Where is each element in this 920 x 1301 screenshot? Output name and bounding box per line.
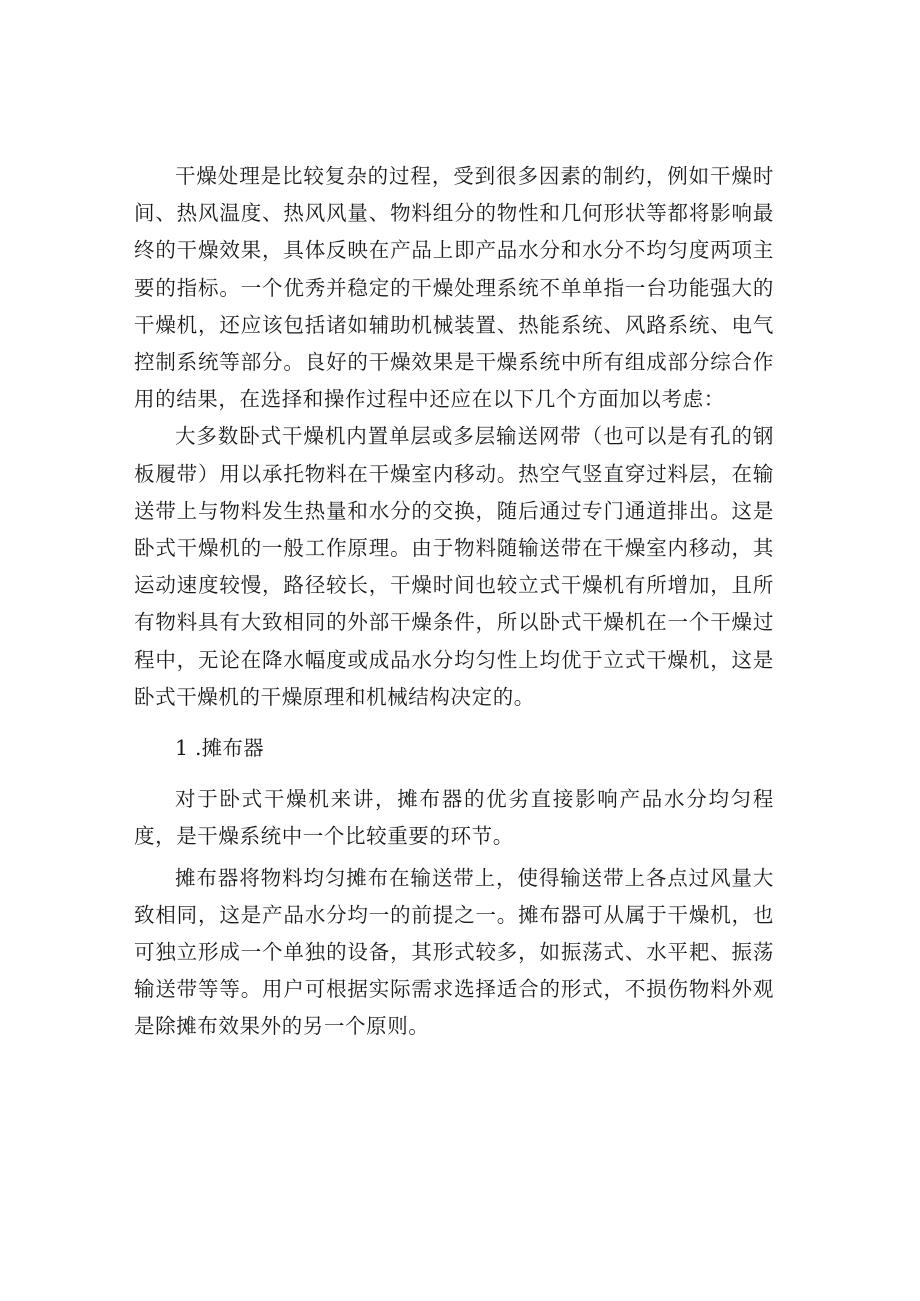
paragraph-drying-overview: 干燥处理是比较复杂的过程，受到很多因素的制约，例如干燥时间、热风温度、热风风量、物料组分的物性和几何形状等都将影响最终的干燥效果，具体反映在产品上即产品水分和水分不均匀度两项主要的指标。一个优秀并稳定的干燥处理系统不单单指一台功能强大的干燥机，还应该包括诸如辅助机械装置、热能系统、风路系统、电气控制系统等部分。良好的干燥效果是干燥系统中所有组成部分综合作用的结果，在选择和操作过程中还应在以下几个方面加以考虑： [134,164,774,412]
section-heading-spreader: 1 .摊布器 [175,736,264,761]
paragraph-horizontal-dryer-principle: 大多数卧式干燥机内置单层或多层输送网带（也可以是有孔的钢板履带）用以承托物料在干燥室内移动。热空气竖直穿过料层，在输送带上与物料发生热量和水分的交换，随后通过专门通道排出。这是卧式干燥机的一般工作原理。由于物料随输送带在干燥室内移动，其运动速度较慢，路径较长，干燥时间也较立式干燥机有所增加，且所有物料具有大致相同的外部干燥条件，所以卧式干燥机在一个干燥过程中，无论在降水幅度或成品水分均匀性上均优于立式干燥机，这是卧式干燥机的干燥原理和机械结构决定的。 [134,424,774,709]
paragraph-spreader-function: 摊布器将物料均匀摊布在输送带上，使得输送带上各点过风量大致相同，这是产品水分均一的前提之一。摊布器可从属于干燥机，也可独立形成一个单独的设备，其形式较多，如振荡式、水平耙、振荡输送带等等。用户可根据实际需求选择适合的形式，不损伤物料外观是除摊布效果外的另一个原则。 [134,865,774,1039]
spacer [134,767,774,781]
document-body [134,158,774,1046]
spacer [134,716,774,730]
paragraph-spreader-importance: 对于卧式干燥机来讲，摊布器的优劣直接影响产品水分均匀程度，是干燥系统中一个比较重要的环节。 [134,787,774,849]
